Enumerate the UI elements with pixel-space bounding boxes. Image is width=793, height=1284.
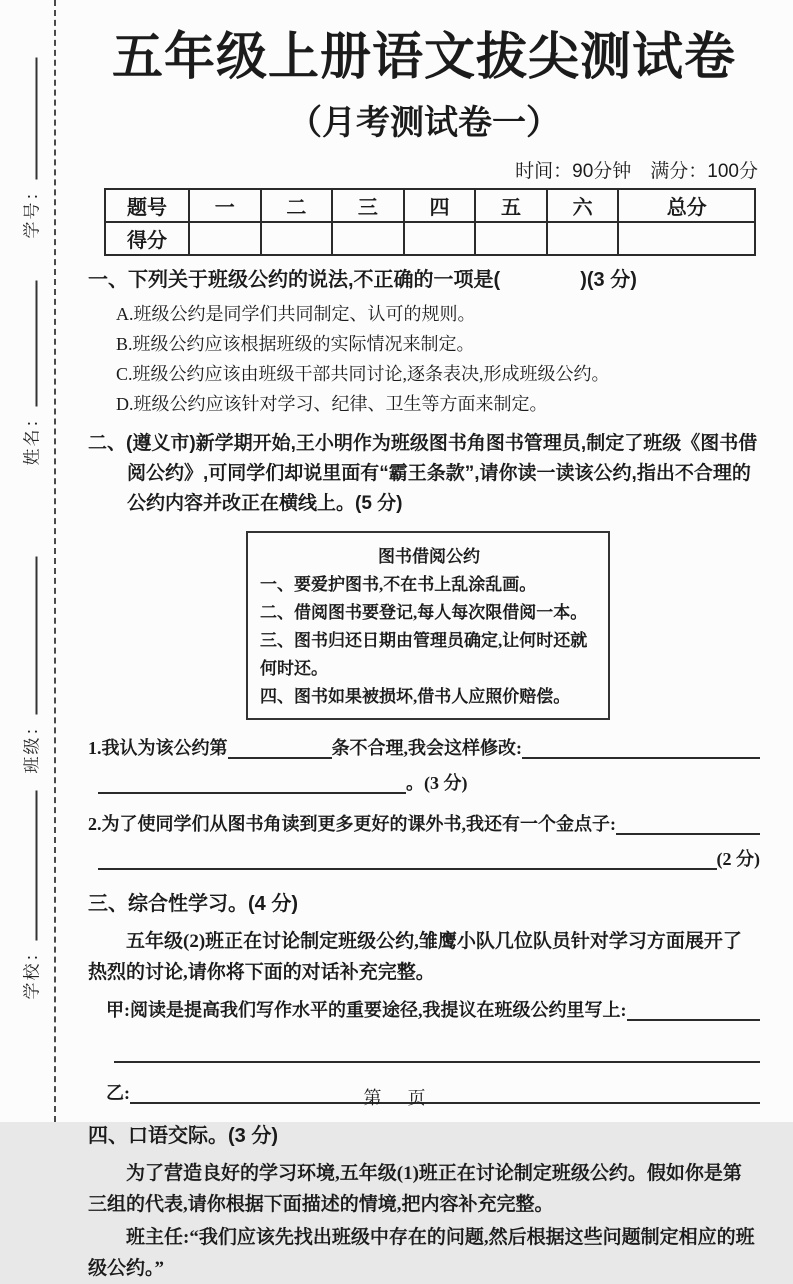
- option-b: B.班级公约应该根据班级的实际情况来制定。: [116, 333, 475, 354]
- option-d: D.班级公约应该针对学习、纪律、卫生等方面来制定。: [116, 393, 548, 414]
- speaker-a-text: 甲:阅读是提高我们写作水平的重要途径,我提议在班级公约里写上:: [106, 999, 627, 1020]
- score-cell: [404, 222, 476, 255]
- option-a: A.班级公约是同学们共同制定、认可的规则。: [116, 303, 476, 324]
- question-2-sub2-line2: [88, 845, 760, 874]
- answer-blank: [627, 996, 761, 1021]
- score-table-header-row: [105, 189, 755, 222]
- question-3-speaker-a-line: [106, 996, 760, 1025]
- sub1-points: 。(3 分): [406, 772, 468, 793]
- question-2-sub2-line1: [88, 810, 760, 839]
- sub1-mid: 条不合理,我会这样修改:: [331, 737, 522, 758]
- fold-dashed-line: [54, 0, 56, 1122]
- exam-meta: 时间：90分钟 满分：100分: [515, 160, 758, 182]
- answer-blank: [114, 1049, 760, 1063]
- score-table-col-4: 四: [404, 189, 476, 222]
- pact-title: 图书借阅公约: [378, 546, 480, 566]
- library-pact-box: [246, 531, 610, 720]
- answer-blank: [98, 845, 717, 870]
- margin-field-student-name: [18, 281, 43, 466]
- pact-rule-1: 一、要爱护图书,不在书上乱涂乱画。: [260, 574, 537, 594]
- student-id-label: 学号：: [22, 181, 42, 239]
- score-table-col-total: 总分: [618, 189, 755, 222]
- answer-blank: [522, 734, 760, 759]
- score-cell: [261, 222, 333, 255]
- question-4-heading: 四、口语交际。(3 分): [88, 1124, 278, 1147]
- page-title: 五年级上册语文拔尖测试卷: [111, 28, 736, 85]
- question-3-continuation-line: [88, 1049, 760, 1067]
- score-table: [104, 188, 756, 256]
- question-4-intro: 为了营造良好的学习环境,五年级(1)班正在讨论制定班级公约。假如你是第三组的代表,请你根据下面描述的情境,把内容补充完整。: [88, 1162, 742, 1215]
- question-3-heading: 三、综合性学习。(4 分): [88, 892, 298, 915]
- school-label: 学校：: [22, 942, 42, 1000]
- pact-rule-2: 二、借阅图书要登记,每人每次限借阅一本。: [260, 602, 588, 622]
- score-table-col-5: 五: [475, 189, 547, 222]
- margin-field-school: [18, 791, 43, 1000]
- margin-field-class: [18, 557, 43, 774]
- score-row-label: 得分: [105, 222, 189, 255]
- answer-blank: [98, 769, 406, 794]
- question-4-speaker: 班主任:“我们应该先找出班级中存在的问题,然后根据这些问题制定相应的班级公约。”: [88, 1226, 755, 1279]
- page-footer: 第 页: [363, 1088, 430, 1108]
- student-name-label: 姓名：: [22, 408, 42, 466]
- score-table-col-1: 一: [189, 189, 261, 222]
- score-table-corner: 题号: [105, 189, 189, 222]
- score-cell: [547, 222, 619, 255]
- class-blank-line: [22, 557, 38, 715]
- score-cell: [189, 222, 261, 255]
- score-table-col-3: 三: [332, 189, 404, 222]
- answer-blank: [616, 810, 760, 835]
- sub1-prefix: 1.我认为该公约第: [88, 737, 228, 758]
- question-1-heading: 一、下列关于班级公约的说法,不正确的一项是( )(3 分): [88, 268, 637, 291]
- score-table-col-2: 二: [261, 189, 333, 222]
- speaker-b-text: 乙:: [106, 1082, 130, 1103]
- question-2-sub1-line2: [88, 769, 760, 798]
- student-name-blank-line: [22, 281, 38, 407]
- pact-rule-4: 四、图书如果被损坏,借书人应照价赔偿。: [260, 686, 571, 706]
- pact-rule-3: 三、图书归还日期由管理员确定,让何时还就何时还。: [260, 630, 588, 678]
- school-blank-line: [22, 791, 38, 941]
- question-2-text: 二、(遵义市)新学期开始,王小明作为班级图书角图书管理员,制定了班级《图书借阅公约》,可同学们却说里面有“霸王条款”,请你读一读该公约,指出不合理的公约内容并改正在横线上。(5 分): [88, 432, 758, 514]
- sub2-points: (2 分): [716, 848, 760, 869]
- page-subtitle: （月考测试卷一）: [288, 103, 560, 142]
- score-cell: [618, 222, 755, 255]
- score-table-score-row: [105, 222, 755, 255]
- question-2-sub1-line1: [88, 734, 760, 763]
- class-label: 班级：: [22, 716, 42, 774]
- question-1-options: [116, 299, 760, 419]
- question-3-intro: 五年级(2)班正在讨论制定班级公约,雏鹰小队几位队员针对学习方面展开了热烈的讨论,请你将下面的对话补充完整。: [88, 930, 742, 983]
- score-cell: [332, 222, 404, 255]
- answer-blank: [228, 734, 332, 759]
- score-cell: [475, 222, 547, 255]
- option-c: C.班级公约应该由班级干部共同讨论,逐条表决,形成班级公约。: [116, 363, 610, 384]
- margin-field-student-id: [18, 58, 43, 239]
- sub2-prefix: 2.为了使同学们从图书角读到更多更好的课外书,我还有一个金点子:: [88, 813, 616, 834]
- student-id-blank-line: [22, 58, 38, 180]
- score-table-col-6: 六: [547, 189, 619, 222]
